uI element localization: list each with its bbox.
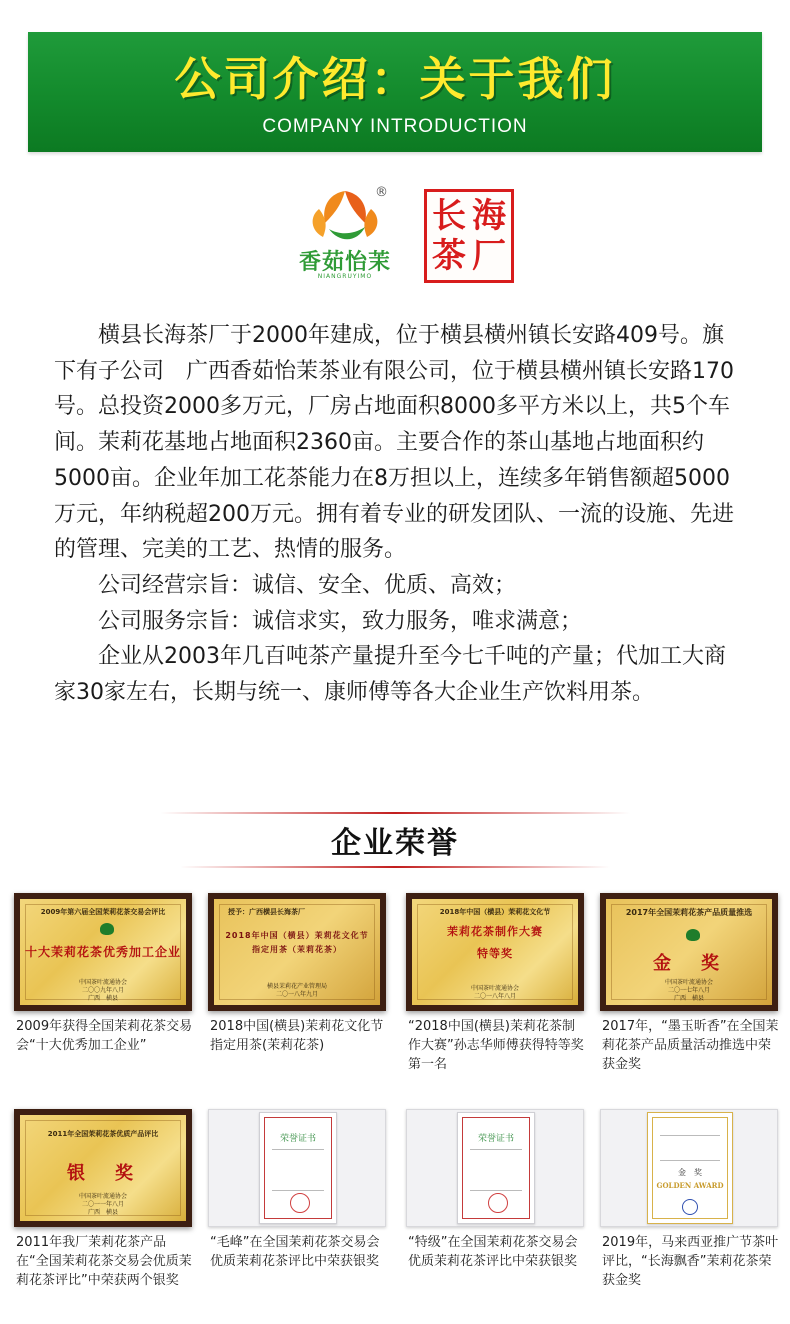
plaque-heading: 授予：广西横县长海茶厂 <box>228 908 305 916</box>
divider <box>160 812 630 814</box>
divider <box>180 866 610 868</box>
award-caption: 2011年我厂茉莉花茶产品在“全国茉莉花茶交易会优质茉莉花茶评比”中荣获两个银奖 <box>16 1235 192 1288</box>
header-banner <box>28 32 762 152</box>
stamp-icon <box>488 1193 508 1213</box>
brand-logo <box>295 183 395 283</box>
intro-paragraph: 横县长海茶厂于2000年建成，位于横县横州镇长安路409号。旗下有子公司 广西香茹怡茉茶业有限公司，位于横县横州镇长安路170号。总投资2000多万元，厂房占地面积8000多平方米以上，共5个车间。茉莉花基地占地面积2360亩。主要合作的茶山基地占地面积约5000亩。企业年加工花茶能力在8万担以上，连续多年销售额超5000万元，年纳税超200万元。拥有着专业的研发团队、一流的设施、先进的管理、完美的工艺、热情的服务。 <box>54 323 734 563</box>
plaque-issuer: 中国茶叶流通协会 二〇〇九年八月 广西 横县 <box>78 979 127 1002</box>
plaque-issuer: 中国茶叶流通协会 二〇一一年八月 广西 横县 <box>78 1193 127 1216</box>
award-caption: 2019年，马来西亚推广节茶叶评比，“长海飘香”茉莉花茶荣获金奖 <box>602 1235 779 1288</box>
award-caption: 2009年获得全国茉莉花茶交易会“十大优秀加工企业” <box>16 1019 193 1053</box>
certificate-subtitle: GOLDEN AWARD <box>656 1181 724 1190</box>
plaque-award: 十大茉莉花茶优秀加工企业 <box>24 945 181 959</box>
award-plaque <box>14 1109 192 1227</box>
plaque-award: 茉莉花茶制作大赛 特等奖 <box>447 925 543 960</box>
plaque-award: 2018年中国（横县）茉莉花文化节 指定用茶（茉莉花茶） <box>225 931 369 954</box>
page-subtitle: COMPANY INTRODUCTION <box>262 116 528 137</box>
plaque-award: 银 奖 <box>67 1163 139 1184</box>
plaque-heading: 2017年全国茉莉花茶产品质量推选 <box>625 908 753 917</box>
plaque-issuer: 横县茉莉花产业管理局 二〇一八年九月 <box>266 983 327 998</box>
certificate-photo <box>600 1109 778 1227</box>
certificate-paper <box>259 1112 337 1224</box>
award-caption: 2017年，“墨玉昕香”在全国茉莉花茶产品质量活动推选中荣获金奖 <box>602 1019 779 1072</box>
seal-char: 茶 <box>432 236 466 276</box>
intro-paragraph: 公司经营宗旨：诚信、安全、优质、高效； <box>98 572 517 598</box>
certificate-title: 荣誉证书 <box>477 1134 514 1144</box>
certificate-paper <box>457 1112 535 1224</box>
plaque-award: 金 奖 <box>653 953 725 974</box>
certificate-paper <box>647 1112 733 1224</box>
certificate-title: 荣誉证书 <box>279 1134 316 1144</box>
award-caption: “毛峰”在全国茉莉花茶交易会优质茉莉花茶评比中荣获银奖 <box>210 1235 380 1269</box>
award-plaque <box>208 893 386 1011</box>
seal-char: 长 <box>432 196 466 236</box>
award-plaque <box>406 893 584 1011</box>
plaque-heading: 2011年全国茉莉花茶优质产品评比 <box>47 1130 159 1138</box>
brand-pinyin: NIANGRUYIMO <box>317 273 373 280</box>
certificate-photo <box>208 1109 386 1227</box>
plaque-issuer: 中国茶叶流通协会 二〇一七年八月 广西 横县 <box>664 979 713 1002</box>
award-caption: “特级”在全国茉莉花茶交易会优质茉莉花茶评比中荣获银奖 <box>408 1235 578 1269</box>
plaque-heading: 2009年第六届全国茉莉花茶交易会评比 <box>40 908 166 916</box>
certificate-photo <box>406 1109 584 1227</box>
award-plaque <box>14 893 192 1011</box>
honors-title: 企业荣誉 <box>331 826 459 861</box>
award-plaque <box>600 893 778 1011</box>
page-title: 公司介绍：关于我们 <box>174 52 616 106</box>
registered-mark: ® <box>375 185 388 200</box>
award-caption: 2018中国(横县)茉莉花文化节指定用茶(茉莉花茶) <box>210 1019 384 1053</box>
seal-char: 海 <box>472 196 506 236</box>
stamp-icon <box>290 1193 310 1213</box>
plaque-heading: 2018年中国（横县）茉莉花文化节 <box>439 908 551 916</box>
company-intro <box>54 318 744 711</box>
stamp-icon <box>682 1199 698 1215</box>
intro-paragraph: 企业从2003年几百吨茶产量提升至今七千吨的产量；代加工大商家30家左右，长期与统一、康师傅等各大企业生产饮料用茶。 <box>54 644 726 706</box>
seal-char: 厂 <box>472 236 506 276</box>
award-caption: “2018中国(横县)茉莉花茶制作大赛”孙志华师傅获得特等奖第一名 <box>408 1019 584 1072</box>
intro-paragraph: 公司服务宗旨：诚信求实，致力服务，唯求满意； <box>98 608 583 634</box>
brand-name: 香茹怡茉 <box>298 249 391 275</box>
teapot-icon <box>100 923 114 935</box>
certificate-title: 金 奖 <box>678 1168 702 1177</box>
plaque-issuer: 中国茶叶流通协会 二〇一八年八月 <box>470 985 519 1000</box>
factory-seal <box>424 189 514 283</box>
teapot-icon <box>686 929 700 941</box>
